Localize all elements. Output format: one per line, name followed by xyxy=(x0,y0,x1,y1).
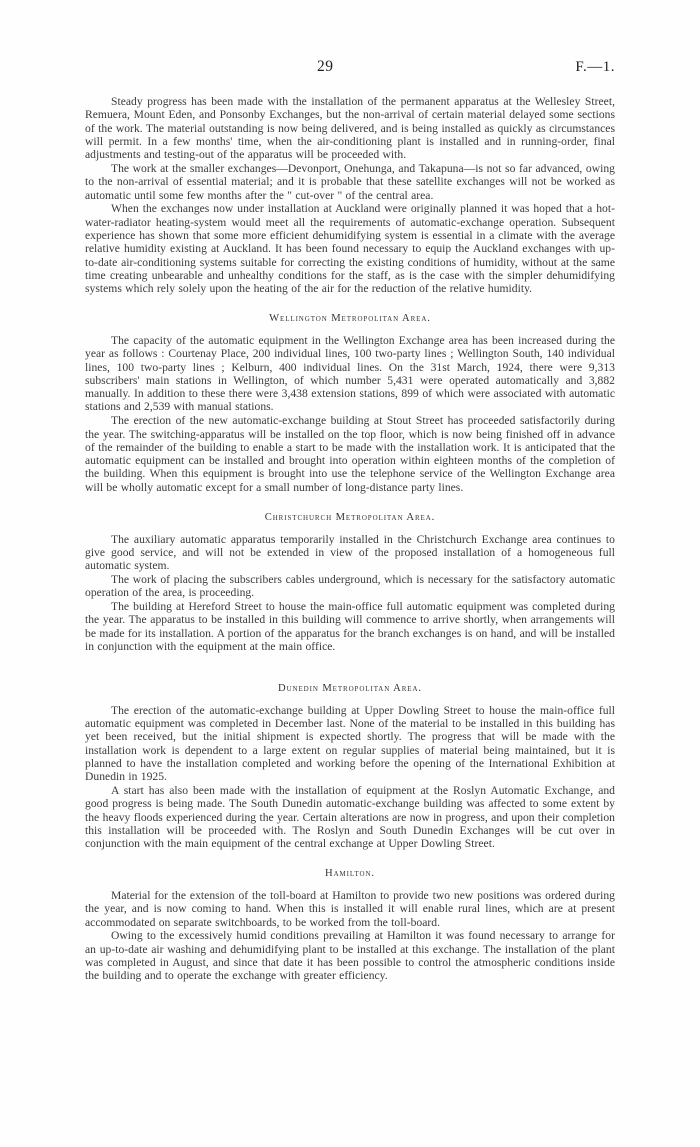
section-heading-wellington: Wellington Metropolitan Area. xyxy=(269,312,431,324)
paragraph: The auxiliary automatic apparatus temporarily installed in the Christchurch Exchange area continues to give good service, and will not be extended in view of the proposed installation of a homogeneous full automatic system. xyxy=(85,532,615,573)
paragraph: The capacity of the automatic equipment in the Wellington Exchange area has been increased during the year as follows : Courtenay Place, 200 individual lines, 100 two-party lines ; Wellington South, 140 individual lines, 100 two-party lines ; Kelburn, 400 individual lines. On the 31st March, 1924, there were 9,313 subscribers' main stations in Wellington, of which number 5,431 were operated automatically and 3,882 manually. In addition to these there were 3,438 extension stations, 899 of which were associated with automatic stations and 2,539 with manual stations. xyxy=(85,333,615,414)
paragraph: Material for the extension of the toll-board at Hamilton to provide two new positions was ordered during the year, and is now coming to hand. When this is installed it will enable rural lines, which are at present accommodated on separate switchboards, to be worked from the toll-board. xyxy=(85,888,615,929)
spacer xyxy=(85,654,615,666)
page-number: 29 xyxy=(317,58,334,75)
spacer xyxy=(85,523,615,533)
section-heading-hamilton: Hamilton. xyxy=(325,867,375,879)
paragraph: Owing to the excessively humid conditions prevailing at Hamilton it was found necessary to arrange for an up-to-date air washing and dehumidifying plant to be installed at this exchange. The installation of the plant was completed in August, and since that date it has been possible to control the atmospheric conditions inside the building and to operate the exchange with greater efficiency. xyxy=(85,929,615,983)
spacer xyxy=(85,666,615,683)
paragraph: When the exchanges now under installation at Auckland were originally planned it was hoped that a hot-water-radiator heating-system would meet all the requirements of automatic-exchange operation. Subsequent experience has shown that some more efficient dehumidifying system is essential in a climate with the average relative humidity existing at Auckland. It has been found necessary to equip the Auckland exchanges with up-to-date air-conditioning systems suitable for correcting the existing conditions of humidity, without at the same time creating unbearable and unhealthy conditions for the staff, as is the case with the simpler dehumidifying systems which rely solely upon the heating of the air for the reduction of the relative humidity. xyxy=(85,202,615,296)
paragraph: The work of placing the subscribers cables underground, which is necessary for the satisfactory automatic operation of the area, is proceeding. xyxy=(85,572,615,600)
spacer xyxy=(85,324,615,334)
paragraph: The erection of the new automatic-exchange building at Stout Street has proceeded satisfactorily during the year. The switching-apparatus will be installed on the top floor, which is now being finished off in advance of the remainder of the building to enable a start to be made with the installation work. It is anticipated that the automatic equipment can be installed and brought into operation within eighteen months of the completion of the building. When this equipment is brought into use the telephone service of the Wellington Exchange area will be wholly automatic except for a small number of long-distance party lines. xyxy=(85,414,615,494)
document-body xyxy=(85,95,615,983)
page-header xyxy=(85,58,615,80)
paragraph: Steady progress has been made with the installation of the permanent apparatus at the Wellesley Street, Remuera, Mount Eden, and Ponsonby Exchanges, but the non-arrival of certain material delayed some sections of the work. The material outstanding is now being delivered, and is being installed as quickly as circumstances will permit. In a few months' time, when the air-conditioning plant is installed and in running-order, final adjustments and testing-out of the apparatus will be proceeded with. xyxy=(85,95,615,162)
paragraph: The work at the smaller exchanges—Devonport, Onehunga, and Takapuna—is not so far advanced, owing to the non-arrival of essential material; and it is probable that these satellite exchanges will not be worked as automatic until some few months after the " cut-over " of the central area. xyxy=(85,161,615,202)
spacer xyxy=(85,851,615,868)
paragraph: The building at Hereford Street to house the main-office full automatic equipment was completed during the year. The apparatus to be installed in this building will commence to arrive shortly, when arrangements will be made for its installation. A portion of the apparatus for the branch exchanges is on hand, and will be installed in conjunction with the equipment at the main office. xyxy=(85,600,615,653)
paragraph: A start has also been made with the installation of equipment at the Roslyn Automatic Exchange, and good progress is being made. The South Dunedin automatic-exchange building was affected to some extent by the heavy floods experienced during the year. Certain alterations are now in progress, and upon their completion this installation will be proceeded with. The Roslyn and South Dunedin Exchanges will be cut over in conjunction with the main equipment of the central exchange at Upper Dowling Street. xyxy=(85,783,615,851)
spacer xyxy=(85,879,615,889)
spacer xyxy=(85,495,615,512)
spacer xyxy=(85,694,615,704)
paragraph: The erection of the automatic-exchange building at Upper Dowling Street to house the main-office full automatic equipment was completed in December last. None of the material to be installed in this building has yet been received, but the initial shipment is expected shortly. The progress that will be made with the installation work is dependent to a large extent on regular supplies of material being maintained, but it is planned to have the installation completed and working before the opening of the International Exhibition at Dunedin in 1925. xyxy=(85,703,615,784)
section-heading-dunedin: Dunedin Metropolitan Area. xyxy=(278,682,422,694)
spacer xyxy=(85,296,615,313)
document-reference: F.—1. xyxy=(575,59,615,75)
section-heading-christchurch: Christchurch Metropolitan Area. xyxy=(264,511,436,523)
